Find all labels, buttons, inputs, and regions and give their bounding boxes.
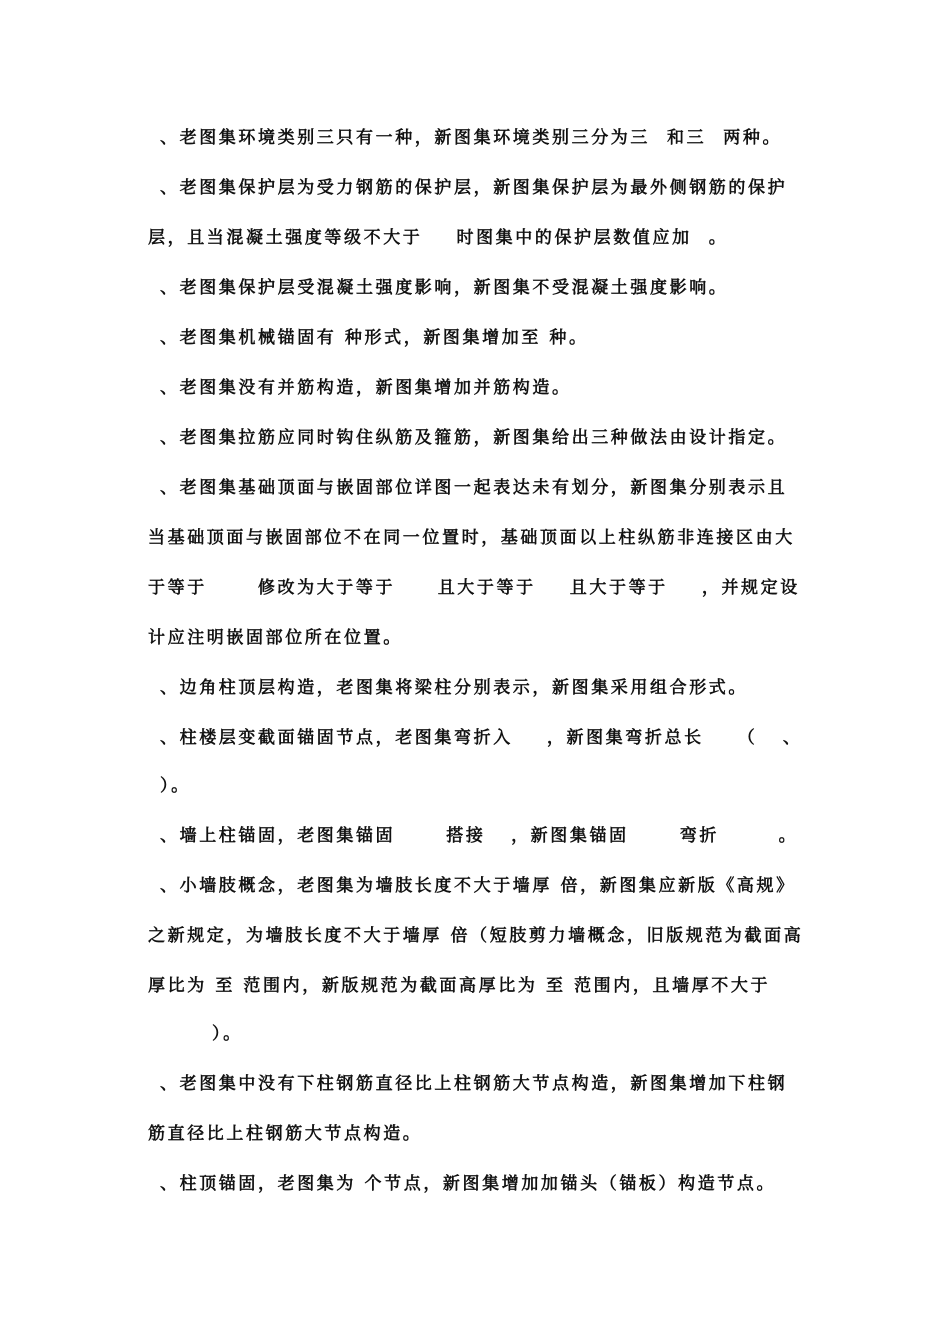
paragraph-line: 、老图集保护层为受力钢筋的保护层，新图集保护层为最外侧钢筋的保护 — [160, 178, 788, 198]
paragraph-line: 、边角柱顶层构造，老图集将梁柱分别表示，新图集采用组合形式。 — [160, 678, 748, 698]
paragraph-line: 、老图集没有并筋构造，新图集增加并筋构造。 — [160, 378, 572, 398]
paragraph-line: 、老图集中没有下柱钢筋直径比上柱钢筋大节点构造，新图集增加下柱钢 — [160, 1074, 788, 1094]
paragraph-line: 筋直径比上柱钢筋大节点构造。 — [148, 1124, 423, 1144]
paragraph-line: 、小墙肢概念，老图集为墙肢长度不大于墙厚 倍，新图集应新版《高规》 — [160, 876, 796, 896]
paragraph-line: 、柱顶锚固，老图集为 个节点，新图集增加加锚头（锚板）构造节点。 — [160, 1174, 777, 1194]
paragraph-line: 、老图集基础顶面与嵌固部位详图一起表达未有划分，新图集分别表示且 — [160, 478, 788, 498]
paragraph-line: 计应注明嵌固部位所在位置。 — [148, 628, 403, 648]
paragraph-line: 之新规定，为墙肢长度不大于墙厚 倍（短肢剪力墙概念，旧版规范为截面高 — [148, 926, 804, 946]
paragraph-line: 、墙上柱锚固，老图集锚固 搭接 ，新图集锚固 弯折 。 — [160, 826, 799, 846]
paragraph-line: ）。 — [160, 776, 191, 796]
paragraph-line: 层，且当混凝土强度等级不大于 时图集中的保护层数值应加 。 — [148, 228, 729, 248]
paragraph-line: 、老图集保护层受混凝土强度影响，新图集不受混凝土强度影响。 — [160, 278, 729, 298]
paragraph-line: 当基础顶面与嵌固部位不在同一位置时，基础顶面以上柱纵筋非连接区由大 — [148, 528, 795, 548]
paragraph-line: 厚比为 至 范围内，新版规范为截面高厚比为 至 范围内，且墙厚不大于 — [148, 976, 771, 996]
paragraph-line: 于等于 修改为大于等于 且大于等于 且大于等于 ，并规定设 — [148, 578, 800, 598]
paragraph-line: 、老图集环境类别三只有一种，新图集环境类别三分为三 和三 两种。 — [160, 128, 783, 148]
paragraph-line: 、柱楼层变截面锚固节点，老图集弯折入 ，新图集弯折总长 （ 、 — [160, 728, 803, 748]
paragraph-line: ）。 — [212, 1024, 243, 1044]
paragraph-line: 、老图集拉筋应同时钩住纵筋及箍筋，新图集给出三种做法由设计指定。 — [160, 428, 788, 448]
paragraph-line: 、老图集机械锚固有 种形式，新图集增加至 种。 — [160, 328, 589, 348]
